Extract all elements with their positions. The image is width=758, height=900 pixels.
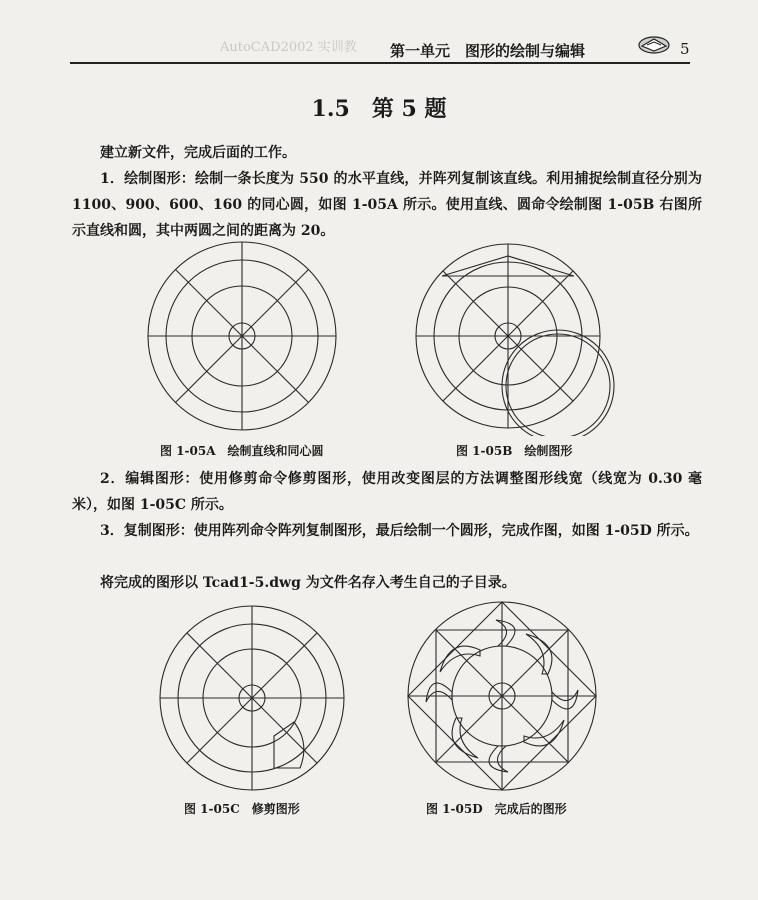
figure-b-inner-circle [506, 334, 610, 436]
book-logo-icon [637, 34, 671, 56]
caption-figure-a: 图 1-05A 绘制直线和同心圆 [160, 444, 324, 458]
caption-figure-d: 图 1-05D 完成后的图形 [426, 802, 567, 816]
chapter-title: 第一单元 图形的绘制与编辑 [390, 42, 586, 60]
task3-paragraph [72, 518, 702, 544]
figure-1-05d [402, 596, 602, 796]
task2-label: 2．编辑图形： [100, 471, 200, 487]
intro-paragraph: 建立新文件，完成后面的工作。 [100, 145, 296, 161]
task3-label: 3．复制图形： [100, 523, 194, 539]
figure-1-05c [152, 598, 352, 798]
figure-1-05a [142, 236, 342, 436]
task3-text: 使用阵列命令阵列复制图形，最后绘制一个圆形，完成作图，如图 1-05D 所示。 [193, 523, 699, 539]
page-number: 5 [680, 40, 690, 58]
task2-paragraph [72, 466, 702, 518]
task1-paragraph [72, 166, 702, 244]
section-title: 1.5 第 5 题 [311, 96, 447, 122]
task1-text: 绘制一条长度为 550 的水平直线，并阵列复制该直线。利用捕捉绘制直径分别为 1100、900、600、160 的同心圆，如图 1-05A 所示。使用直线、圆命令绘制图 1-05B 右图所示直线和圆，其中两圆之间的距离为 20。 [72, 171, 702, 239]
task1-label: 1．绘制图形： [100, 171, 195, 187]
figure-1-05b [412, 236, 622, 436]
page-header [70, 28, 690, 64]
task2-text: 使用修剪命令修剪图形，使用改变图层的方法调整图形线宽（线宽为 0.30 毫米），如图 1-05C 所示。 [72, 471, 702, 513]
bleed-through-text: AutoCAD2002 实训教 [220, 40, 357, 55]
save-note-paragraph: 将完成的图形以 Tcad1-5.dwg 为文件名存入考生自己的子目录。 [100, 575, 516, 591]
caption-figure-c: 图 1-05C 修剪图形 [184, 802, 300, 816]
figure-a-spokes [148, 242, 336, 430]
caption-figure-b: 图 1-05B 绘制图形 [456, 444, 573, 458]
